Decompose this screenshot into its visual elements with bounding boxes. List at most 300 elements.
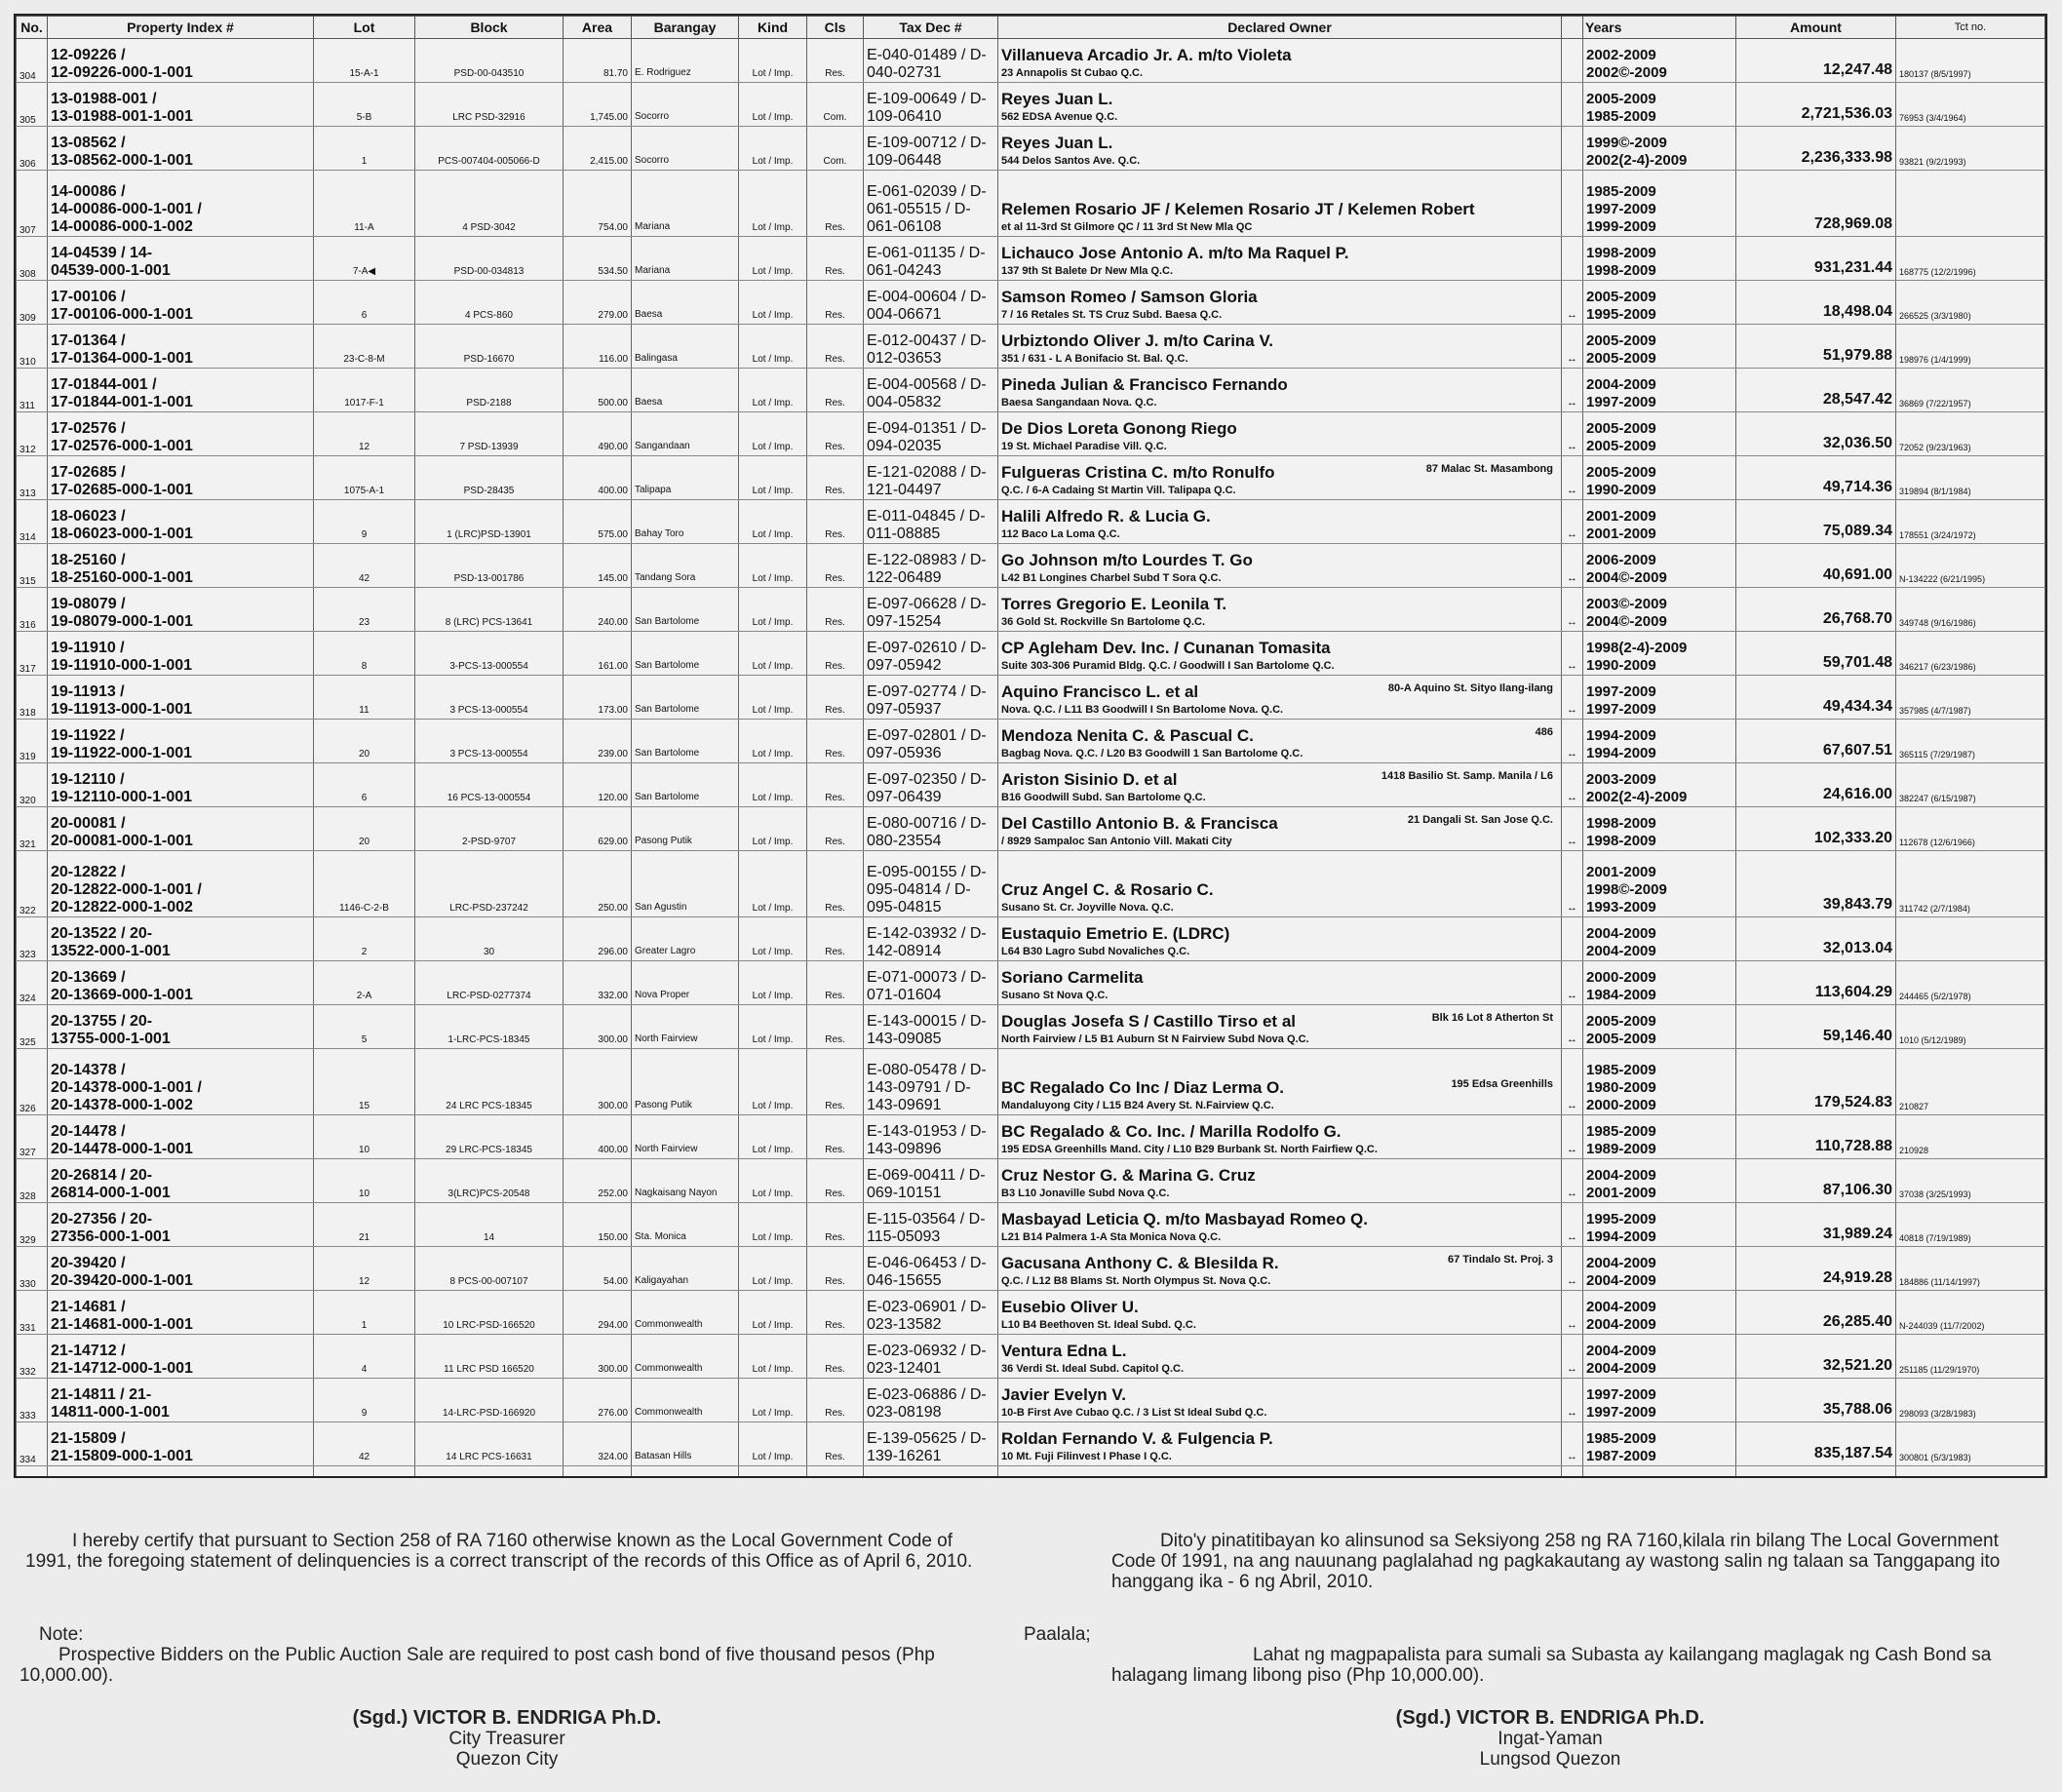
tct-no: 349748 (9/16/1986)	[1896, 588, 2045, 632]
years	[1583, 851, 1736, 917]
signature-title-left: City Treasurer	[448, 1729, 565, 1749]
block: 8 PCS-00-007107	[415, 1247, 564, 1291]
property-index	[48, 961, 314, 1005]
tct-no: 168775 (12/2/1996)	[1896, 237, 2045, 281]
years-line: 1998©-2009	[1586, 881, 1667, 898]
double-arrow-icon: ↔	[1562, 1159, 1583, 1203]
area: 534.50	[564, 237, 632, 281]
owner-address-extra: 486	[1535, 726, 1553, 738]
years-line: 1998-2009	[1586, 833, 1656, 849]
property-index-line: 14-00086 /	[51, 183, 126, 200]
barangay: San Agustin	[632, 851, 739, 917]
tax-dec-line: 143-09896	[867, 1141, 942, 1157]
tax-dec-line: E-095-00155 / D-	[867, 864, 987, 880]
tct-no: 37038 (3/25/1993)	[1896, 1159, 2045, 1203]
row-number: 316	[17, 588, 48, 632]
header-cls: Cls	[807, 17, 864, 39]
property-index-line: 20-12822-000-1-002	[51, 899, 193, 915]
spacer-cell	[48, 1466, 314, 1477]
tax-dec-line: 011-08885	[867, 526, 941, 542]
owner-address: 23 Annapolis St Cubao Q.C.	[1001, 67, 1144, 79]
tax-dec-line: E-121-02088 / D-	[867, 464, 987, 481]
amount: 67,607.51	[1736, 720, 1896, 763]
barangay: Commonwealth	[632, 1335, 739, 1379]
lot: 1	[314, 1291, 415, 1335]
block: 14 LRC PCS-16631	[415, 1422, 564, 1466]
years-line: 1998-2009	[1586, 815, 1656, 832]
block: 3 PCS-13-000554	[415, 720, 564, 763]
area: 252.00	[564, 1159, 632, 1203]
tax-dec	[864, 961, 998, 1005]
signature-place-left: Quezon City	[455, 1749, 559, 1770]
years-line: 2004-2009	[1586, 376, 1656, 393]
owner-address-extra: 80-A Aquino St. Sityo Ilang-ilang	[1387, 682, 1553, 694]
years	[1583, 500, 1736, 544]
lot: 7-A◀	[314, 237, 415, 281]
tct-no: 382247 (6/15/1987)	[1896, 763, 2045, 807]
property-index	[48, 171, 314, 237]
tct-no	[1896, 917, 2045, 961]
owner-name: Fulgueras Cristina C. m/to Ronulfo	[1001, 463, 1275, 482]
classification: Res.	[807, 237, 864, 281]
owner-address: Nova. Q.C. / L11 B3 Goodwill I Sn Bartolome Nova. Q.C.	[1001, 704, 1284, 716]
signature-name-right: (Sgd.) VICTOR B. ENDRIGA Ph.D.	[1395, 1707, 1705, 1729]
table-row	[17, 632, 2045, 676]
tct-no: 180137 (8/5/1997)	[1896, 39, 2045, 83]
lot: 12	[314, 1247, 415, 1291]
tct-no: 76953 (3/4/1964)	[1896, 83, 2045, 127]
kind: Lot / Imp.	[739, 588, 807, 632]
double-arrow-icon: ↔	[1562, 676, 1583, 720]
kind: Lot / Imp.	[739, 851, 807, 917]
property-index-line: 19-12110-000-1-001	[51, 789, 193, 805]
owner-address: 195 EDSA Greenhills Mand. City / L10 B29 Burbank St. North Fairfiew Q.C.	[1001, 1144, 1378, 1155]
barangay: Bahay Toro	[632, 500, 739, 544]
lot: 1146-C-2-B	[314, 851, 415, 917]
amount: 835,187.54	[1736, 1422, 1896, 1466]
owner-name: Douglas Josefa S / Castillo Tirso et al	[1001, 1012, 1296, 1031]
header-lot: Lot	[314, 17, 415, 39]
classification: Res.	[807, 961, 864, 1005]
property-index	[48, 763, 314, 807]
classification: Res.	[807, 1335, 864, 1379]
kind: Lot / Imp.	[739, 961, 807, 1005]
header-kind: Kind	[739, 17, 807, 39]
block: 3-PCS-13-000554	[415, 632, 564, 676]
spacer-cell	[415, 1466, 564, 1477]
years	[1583, 1335, 1736, 1379]
tax-dec-line: E-046-06453 / D-	[867, 1255, 987, 1271]
tax-dec-line: E-143-01953 / D-	[867, 1123, 987, 1140]
owner-address: L42 B1 Longines Charbel Subd T Sora Q.C.	[1001, 572, 1222, 584]
signature-right	[1365, 1708, 1735, 1770]
declared-owner	[998, 171, 1562, 237]
owner-address: L10 B4 Beethoven St. Ideal Subd. Q.C.	[1001, 1319, 1196, 1331]
kind: Lot / Imp.	[739, 1291, 807, 1335]
tax-dec	[864, 1247, 998, 1291]
owner-address: L64 B30 Lagro Subd Novaliches Q.C.	[1001, 946, 1190, 957]
years	[1583, 917, 1736, 961]
owner-address: / 8929 Sampaloc San Antonio Vill. Makati City	[1001, 836, 1232, 847]
tax-dec-line: 004-05832	[867, 394, 942, 410]
tax-dec	[864, 544, 998, 588]
double-arrow-icon: ↔	[1562, 1203, 1583, 1247]
lot: 42	[314, 1422, 415, 1466]
property-index-line: 27356-000-1-001	[51, 1228, 171, 1245]
double-arrow-icon: ↔	[1562, 500, 1583, 544]
row-number: 321	[17, 807, 48, 851]
area: 400.00	[564, 456, 632, 500]
years-line: 2002(2-4)-2009	[1586, 789, 1688, 805]
kind: Lot / Imp.	[739, 237, 807, 281]
table-row	[17, 237, 2045, 281]
property-index-line: 17-02576-000-1-001	[51, 438, 193, 454]
area: 490.00	[564, 412, 632, 456]
lot: 4	[314, 1335, 415, 1379]
kind: Lot / Imp.	[739, 807, 807, 851]
property-index-line: 19-11913-000-1-001	[51, 701, 193, 718]
amount: 26,285.40	[1736, 1291, 1896, 1335]
spacer-cell	[632, 1466, 739, 1477]
declared-owner	[998, 917, 1562, 961]
lot: 2	[314, 917, 415, 961]
lot: 21	[314, 1203, 415, 1247]
years-line: 1997-2009	[1586, 683, 1656, 700]
owner-address: 19 St. Michael Paradise Vill. Q.C.	[1001, 441, 1167, 452]
amount: 31,989.24	[1736, 1203, 1896, 1247]
owner-address: L21 B14 Palmera 1-A Sta Monica Nova Q.C.	[1001, 1231, 1222, 1243]
tax-dec-line: 040-02731	[867, 64, 942, 81]
amount: 24,919.28	[1736, 1247, 1896, 1291]
years-line: 2004-2009	[1586, 1316, 1656, 1333]
owner-address: 112 Baco La Loma Q.C.	[1001, 528, 1120, 540]
row-number: 328	[17, 1159, 48, 1203]
double-arrow-icon: ↔	[1562, 1379, 1583, 1422]
barangay: Mariana	[632, 237, 739, 281]
spacer-cell	[1583, 1466, 1736, 1477]
years-line: 1985-2009	[1586, 183, 1656, 200]
block: 1-LRC-PCS-18345	[415, 1005, 564, 1049]
row-number: 324	[17, 961, 48, 1005]
tct-no: 178551 (3/24/1972)	[1896, 500, 2045, 544]
kind: Lot / Imp.	[739, 369, 807, 412]
kind: Lot / Imp.	[739, 676, 807, 720]
classification: Res.	[807, 325, 864, 369]
table-row	[17, 1379, 2045, 1422]
row-number: 318	[17, 676, 48, 720]
declared-owner	[998, 127, 1562, 171]
amount: 32,521.20	[1736, 1335, 1896, 1379]
double-arrow-icon	[1562, 127, 1583, 171]
area: 1,745.00	[564, 83, 632, 127]
double-arrow-icon: ↔	[1562, 369, 1583, 412]
tax-dec-line: 143-09085	[867, 1031, 942, 1047]
years	[1583, 763, 1736, 807]
kind: Lot / Imp.	[739, 1335, 807, 1379]
declared-owner	[998, 412, 1562, 456]
lot: 20	[314, 720, 415, 763]
property-index-line: 18-25160-000-1-001	[51, 569, 193, 586]
amount: 32,036.50	[1736, 412, 1896, 456]
years-line: 1997-2009	[1586, 701, 1656, 718]
tax-dec-line: E-061-01135 / D-	[867, 245, 986, 261]
owner-address-extra: 195 Edsa Greenhills	[1451, 1078, 1553, 1090]
owner-name: Soriano Carmelita	[1001, 968, 1144, 987]
years-line: 1985-2009	[1586, 1062, 1656, 1078]
lot: 15-A-1	[314, 39, 415, 83]
classification: Res.	[807, 807, 864, 851]
declared-owner	[998, 281, 1562, 325]
years	[1583, 171, 1736, 237]
spacer-cell	[807, 1466, 864, 1477]
double-arrow-icon: ↔	[1562, 325, 1583, 369]
tct-no: 210928	[1896, 1115, 2045, 1159]
tax-dec-line: 023-12401	[867, 1360, 942, 1377]
years	[1583, 369, 1736, 412]
property-index-line: 21-14712 /	[51, 1343, 126, 1359]
years-line: 1990-2009	[1586, 657, 1656, 674]
block: 4 PSD-3042	[415, 171, 564, 237]
property-index	[48, 851, 314, 917]
barangay: North Fairview	[632, 1005, 739, 1049]
block: 29 LRC-PCS-18345	[415, 1115, 564, 1159]
lot: 23-C-8-M	[314, 325, 415, 369]
tax-dec-line: E-011-04845 / D-	[867, 508, 986, 525]
property-index-line: 13522-000-1-001	[51, 943, 171, 959]
classification: Res.	[807, 763, 864, 807]
barangay: Socorro	[632, 83, 739, 127]
spacer-cell	[314, 1466, 415, 1477]
years-line: 2003-2009	[1586, 771, 1656, 788]
row-number: 319	[17, 720, 48, 763]
area: 300.00	[564, 1049, 632, 1115]
tct-no: 311742 (2/7/1984)	[1896, 851, 2045, 917]
tax-dec-line: E-071-00073 / D-	[867, 969, 987, 986]
block: 7 PSD-13939	[415, 412, 564, 456]
kind: Lot / Imp.	[739, 1203, 807, 1247]
years-line: 2005-2009	[1586, 464, 1656, 481]
tax-dec	[864, 127, 998, 171]
tax-dec-line: 097-06439	[867, 789, 942, 805]
tax-dec	[864, 807, 998, 851]
kind: Lot / Imp.	[739, 39, 807, 83]
tax-dec-line: E-097-02350 / D-	[867, 771, 987, 788]
years-line: 1984-2009	[1586, 987, 1656, 1003]
declared-owner	[998, 1005, 1562, 1049]
classification: Res.	[807, 1291, 864, 1335]
tax-dec-line: 122-06489	[867, 569, 942, 586]
block: PCS-007404-005066-D	[415, 127, 564, 171]
table-row	[17, 1005, 2045, 1049]
tax-dec-line: E-097-02801 / D-	[867, 727, 987, 744]
signature-title-right: Ingat-Yaman	[1498, 1729, 1603, 1749]
property-index-line: 17-01844-001 /	[51, 376, 157, 393]
kind: Lot / Imp.	[739, 1379, 807, 1422]
amount: 26,768.70	[1736, 588, 1896, 632]
tax-dec-line: E-115-03564 / D-	[867, 1211, 986, 1227]
area: 296.00	[564, 917, 632, 961]
owner-name: Del Castillo Antonio B. & Francisca	[1001, 814, 1278, 833]
paalala-text: Lahat ng magpapalista para sumali sa Subasta ay kailangang maglagak ng Cash Bond sa halagang limang libong piso (Php 10,000.00).	[1111, 1645, 1992, 1686]
property-index	[48, 83, 314, 127]
double-arrow-icon: ↔	[1562, 412, 1583, 456]
owner-address: Susano St. Cr. Joyville Nova. Q.C.	[1001, 902, 1174, 914]
tax-dec-line: E-023-06886 / D-	[867, 1386, 987, 1403]
block: 3(LRC)PCS-20548	[415, 1159, 564, 1203]
area: 250.00	[564, 851, 632, 917]
owner-name: BC Regalado Co Inc / Diaz Lerma O.	[1001, 1078, 1285, 1097]
tct-no: 72052 (9/23/1963)	[1896, 412, 2045, 456]
block: 14	[415, 1203, 564, 1247]
row-number: 307	[17, 171, 48, 237]
kind: Lot / Imp.	[739, 281, 807, 325]
tax-dec-line: 121-04497	[867, 482, 942, 498]
owner-address: B3 L10 Jonaville Subd Nova Q.C.	[1001, 1188, 1170, 1199]
property-index-line: 20-14478-000-1-001	[51, 1141, 193, 1157]
barangay: Kaligayahan	[632, 1247, 739, 1291]
table-row	[17, 325, 2045, 369]
block: 14-LRC-PSD-166920	[415, 1379, 564, 1422]
area: 120.00	[564, 763, 632, 807]
row-number: 327	[17, 1115, 48, 1159]
years-line: 1999-2009	[1586, 218, 1656, 235]
table-row	[17, 851, 2045, 917]
classification: Res.	[807, 1379, 864, 1422]
double-arrow-icon	[1562, 237, 1583, 281]
years-line: 2004-2009	[1586, 1343, 1656, 1359]
classification: Res.	[807, 369, 864, 412]
property-index	[48, 588, 314, 632]
classification: Res.	[807, 632, 864, 676]
tax-dec-line: E-142-03932 / D-	[867, 925, 987, 942]
property-index-line: 20-14378-000-1-001 /	[51, 1079, 202, 1096]
property-index-line: 17-00106-000-1-001	[51, 306, 193, 323]
property-index-line: 20-13755 / 20-	[51, 1013, 153, 1030]
property-index	[48, 807, 314, 851]
owner-name: Go Johnson m/to Lourdes T. Go	[1001, 551, 1253, 569]
classification: Res.	[807, 456, 864, 500]
tax-dec-line: 097-15254	[867, 613, 942, 630]
property-index-line: 12-09226 /	[51, 47, 126, 63]
years-line: 1998-2009	[1586, 245, 1656, 261]
property-index	[48, 1005, 314, 1049]
tax-dec	[864, 851, 998, 917]
block: PSD-00-034813	[415, 237, 564, 281]
tax-dec-line: 023-13582	[867, 1316, 942, 1333]
barangay: Sta. Monica	[632, 1203, 739, 1247]
area: 754.00	[564, 171, 632, 237]
tax-dec	[864, 325, 998, 369]
years-line: 1989-2009	[1586, 1141, 1656, 1157]
tct-no: 1010 (5/12/1989)	[1896, 1005, 2045, 1049]
header-declared-owner: Declared Owner	[998, 17, 1562, 39]
property-index-line: 20-26814 / 20-	[51, 1167, 153, 1184]
tax-dec-line: E-080-00716 / D-	[867, 815, 987, 832]
table-row	[17, 1422, 2045, 1466]
tax-dec-line: 061-05515 / D-	[867, 201, 971, 217]
years-line: 2004-2009	[1586, 1299, 1656, 1315]
double-arrow-icon: ↔	[1562, 1049, 1583, 1115]
barangay: San Bartolome	[632, 676, 739, 720]
double-arrow-icon: ↔	[1562, 281, 1583, 325]
property-index-line: 20-12822 /	[51, 864, 126, 880]
property-index-line: 17-01364-000-1-001	[51, 350, 193, 367]
property-index-line: 20-13669-000-1-001	[51, 987, 193, 1003]
property-index	[48, 1335, 314, 1379]
tct-no: N-134222 (6/21/1995)	[1896, 544, 2045, 588]
property-index-line: 19-11913 /	[51, 683, 125, 700]
tax-dec-line: E-004-00568 / D-	[867, 376, 987, 393]
property-index-line: 17-01364 /	[51, 332, 126, 349]
owner-name: BC Regalado & Co. Inc. / Marilla Rodolfo G.	[1001, 1122, 1342, 1141]
tct-no: 346217 (6/23/1986)	[1896, 632, 2045, 676]
kind: Lot / Imp.	[739, 412, 807, 456]
owner-name: Ventura Edna L.	[1001, 1342, 1127, 1360]
years-line: 2002©-2009	[1586, 64, 1667, 81]
amount: 49,714.36	[1736, 456, 1896, 500]
years	[1583, 588, 1736, 632]
owner-name: CP Agleham Dev. Inc. / Cunanan Tomasita	[1001, 639, 1331, 657]
table-row	[17, 412, 2045, 456]
declared-owner	[998, 369, 1562, 412]
years-line: 1985-2009	[1586, 108, 1656, 125]
owner-address: Q.C. / 6-A Cadaing St Martin Vill. Talipapa Q.C.	[1001, 485, 1236, 496]
kind: Lot / Imp.	[739, 1159, 807, 1203]
certification-tl	[1111, 1531, 2038, 1592]
kind: Lot / Imp.	[739, 1005, 807, 1049]
years-line: 1997-2009	[1586, 1404, 1656, 1421]
kind: Lot / Imp.	[739, 1049, 807, 1115]
area: 324.00	[564, 1422, 632, 1466]
property-index-line: 21-14681 /	[51, 1299, 126, 1315]
amount: 12,247.48	[1736, 39, 1896, 83]
amount: 110,728.88	[1736, 1115, 1896, 1159]
lot: 6	[314, 281, 415, 325]
property-index-line: 21-14681-000-1-001	[51, 1316, 193, 1333]
lot: 11-A	[314, 171, 415, 237]
years-line: 2005-2009	[1586, 438, 1656, 454]
tax-dec-line: E-069-00411 / D-	[867, 1167, 986, 1184]
tct-no: 112678 (12/6/1966)	[1896, 807, 2045, 851]
property-index-line: 20-00081 /	[51, 815, 126, 832]
table-row	[17, 917, 2045, 961]
tax-dec-line: 061-04243	[867, 262, 942, 279]
table-row	[17, 961, 2045, 1005]
classification: Res.	[807, 588, 864, 632]
years-line: 1985-2009	[1586, 1430, 1656, 1447]
years-line: 1995-2009	[1586, 306, 1656, 323]
property-index	[48, 720, 314, 763]
property-index-line: 13-08562 /	[51, 135, 126, 151]
owner-name: Cruz Angel C. & Rosario C.	[1001, 880, 1214, 899]
tax-dec	[864, 237, 998, 281]
owner-name: Eustaquio Emetrio E. (LDRC)	[1001, 924, 1230, 943]
tax-dec	[864, 412, 998, 456]
tax-dec	[864, 1005, 998, 1049]
classification: Res.	[807, 281, 864, 325]
classification: Res.	[807, 1247, 864, 1291]
property-index	[48, 1379, 314, 1422]
tax-dec-line: E-004-00604 / D-	[867, 289, 987, 305]
years-line: 2005-2009	[1586, 1013, 1656, 1030]
tax-dec-line: 095-04815	[867, 899, 942, 915]
property-index	[48, 127, 314, 171]
classification: Res.	[807, 720, 864, 763]
classification: Res.	[807, 412, 864, 456]
years-line: 1995-2009	[1586, 1211, 1656, 1227]
years-line: 1997-2009	[1586, 201, 1656, 217]
lot: 1	[314, 127, 415, 171]
